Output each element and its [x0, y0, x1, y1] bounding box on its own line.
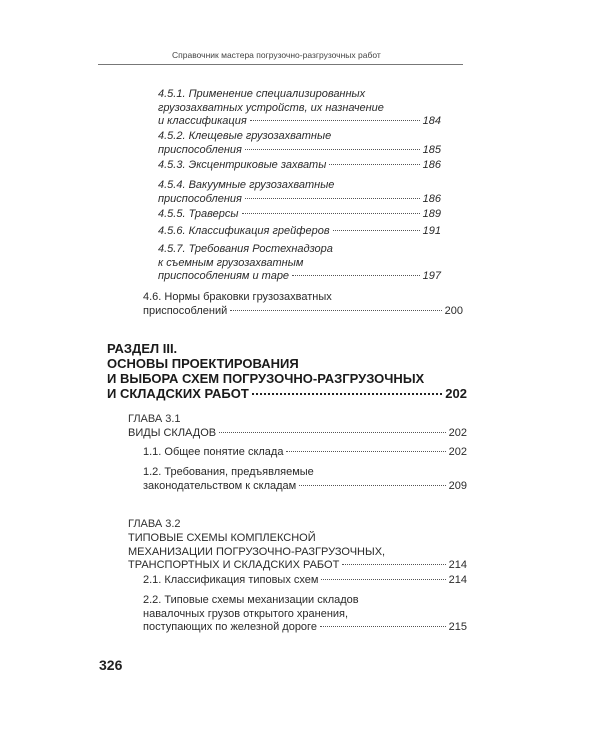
leader-dots — [286, 451, 445, 452]
toc-entry-text: и классификация — [158, 115, 247, 127]
chapter-title[interactable] — [128, 532, 467, 573]
toc-entry-text: 1.1. Общее понятие склада — [143, 446, 284, 458]
toc-entry-line: 4.5.1. Применение специализированных — [158, 88, 366, 100]
page-ref: 200 — [444, 304, 463, 317]
leader-dots — [299, 485, 445, 486]
toc-entry[interactable] — [158, 130, 441, 157]
page-ref: 189 — [422, 208, 441, 220]
toc-entry-line: навалочных грузов открытого хранения, — [143, 607, 349, 620]
leader-dots — [250, 120, 420, 121]
page-ref: 184 — [422, 115, 441, 127]
page-ref: 186 — [422, 192, 441, 205]
toc-entry[interactable] — [158, 159, 441, 173]
chapter-label: ГЛАВА 3.1 — [128, 413, 181, 425]
toc-entry-line: 1.2. Требования, предъявляемые — [143, 466, 314, 478]
toc-entry[interactable] — [143, 594, 467, 635]
leader-dots — [321, 579, 445, 580]
section-heading-line: РАЗДЕЛ III. — [107, 341, 178, 356]
toc-entry-text: 4.5.3. Эксцентриковые захваты — [158, 159, 327, 171]
page-ref: 197 — [422, 270, 441, 282]
leader-dots — [333, 230, 420, 231]
toc-entry[interactable] — [158, 225, 441, 239]
leader-dots — [329, 164, 419, 165]
toc-entry[interactable] — [158, 243, 441, 284]
toc-entry-text: поступающих по железной дороге — [143, 621, 317, 633]
toc-entry-text: приспособления — [158, 192, 242, 205]
toc-entry[interactable] — [158, 179, 441, 206]
leader-dots — [242, 213, 420, 214]
section-heading-line: И ВЫБОРА СХЕМ ПОГРУЗОЧНО-РАЗГРУЗОЧНЫХ — [107, 371, 425, 386]
page-ref: 202 — [448, 427, 467, 439]
toc-entry-line: 4.5.7. Требования Ростехнадзора — [158, 243, 333, 255]
toc-entry-text: 2.1. Классификация типовых схем — [143, 574, 319, 586]
leader-dots — [245, 149, 420, 150]
section-heading-text: И СКЛАДСКИХ РАБОТ — [107, 386, 249, 401]
leader-dots — [245, 198, 420, 199]
toc-entry-line: 4.6. Нормы браковки грузозахватных — [143, 291, 332, 303]
toc-entry[interactable] — [143, 446, 467, 460]
toc-entry-line: 4.5.4. Вакуумные грузозахватные — [158, 179, 335, 191]
chapter-title-text: ТРАНСПОРТНЫХ И СКЛАДСКИХ РАБОТ — [128, 559, 340, 571]
leader-dots — [252, 393, 443, 395]
chapter-label: ГЛАВА 3.2 — [128, 518, 181, 530]
toc-entry[interactable] — [158, 208, 441, 222]
page-ref: 186 — [422, 159, 441, 171]
chapter-title-line: ТИПОВЫЕ СХЕМЫ КОМПЛЕКСНОЙ — [128, 532, 316, 544]
leader-dots — [230, 310, 441, 311]
section-heading-line: ОСНОВЫ ПРОЕКТИРОВАНИЯ — [107, 356, 299, 371]
page-ref: 215 — [448, 621, 467, 633]
leader-dots — [342, 564, 445, 565]
toc-entry[interactable] — [143, 574, 467, 588]
toc-entry-line: грузозахватных устройств, их назначение — [158, 101, 384, 114]
toc-entry-text: приспособлений — [143, 304, 228, 317]
page-ref: 214 — [448, 574, 467, 586]
page-ref: 202 — [448, 446, 467, 458]
running-header-text: Справочник мастера погрузочно-разгрузочных работ — [172, 50, 381, 60]
toc-entry-text: 4.5.6. Классификация грейферов — [158, 225, 330, 237]
chapter-title-line: МЕХАНИЗАЦИИ ПОГРУЗОЧНО-РАЗГРУЗОЧНЫХ, — [128, 545, 386, 558]
chapter-title[interactable] — [128, 427, 467, 441]
section-heading[interactable] — [107, 341, 467, 401]
page-ref: 191 — [422, 225, 441, 237]
toc-entry-text: приспособления — [158, 143, 242, 156]
toc-entry[interactable] — [143, 291, 463, 318]
page-ref: 209 — [448, 479, 467, 492]
leader-dots — [292, 275, 420, 276]
toc-entry-line: 2.2. Типовые схемы механизации складов — [143, 594, 359, 606]
toc-entry-line: к съемным грузозахватным — [158, 256, 304, 269]
toc-entry-text: законодательством к складам — [143, 479, 297, 492]
toc-entry-text: приспособлениям и таре — [158, 270, 290, 282]
toc-entry[interactable] — [143, 466, 467, 493]
toc-entry-text: 4.5.5. Траверсы — [158, 208, 239, 220]
page-ref: 185 — [422, 143, 441, 156]
page-number: 326 — [99, 657, 123, 673]
toc-entry[interactable] — [158, 88, 441, 129]
page-ref: 214 — [448, 559, 467, 571]
leader-dots — [219, 432, 446, 433]
leader-dots — [320, 626, 446, 627]
toc-entry-line: 4.5.2. Клещевые грузозахватные — [158, 130, 332, 142]
page-ref: 202 — [445, 386, 467, 401]
running-header — [98, 50, 463, 65]
chapter-title-text: ВИДЫ СКЛАДОВ — [128, 427, 217, 439]
